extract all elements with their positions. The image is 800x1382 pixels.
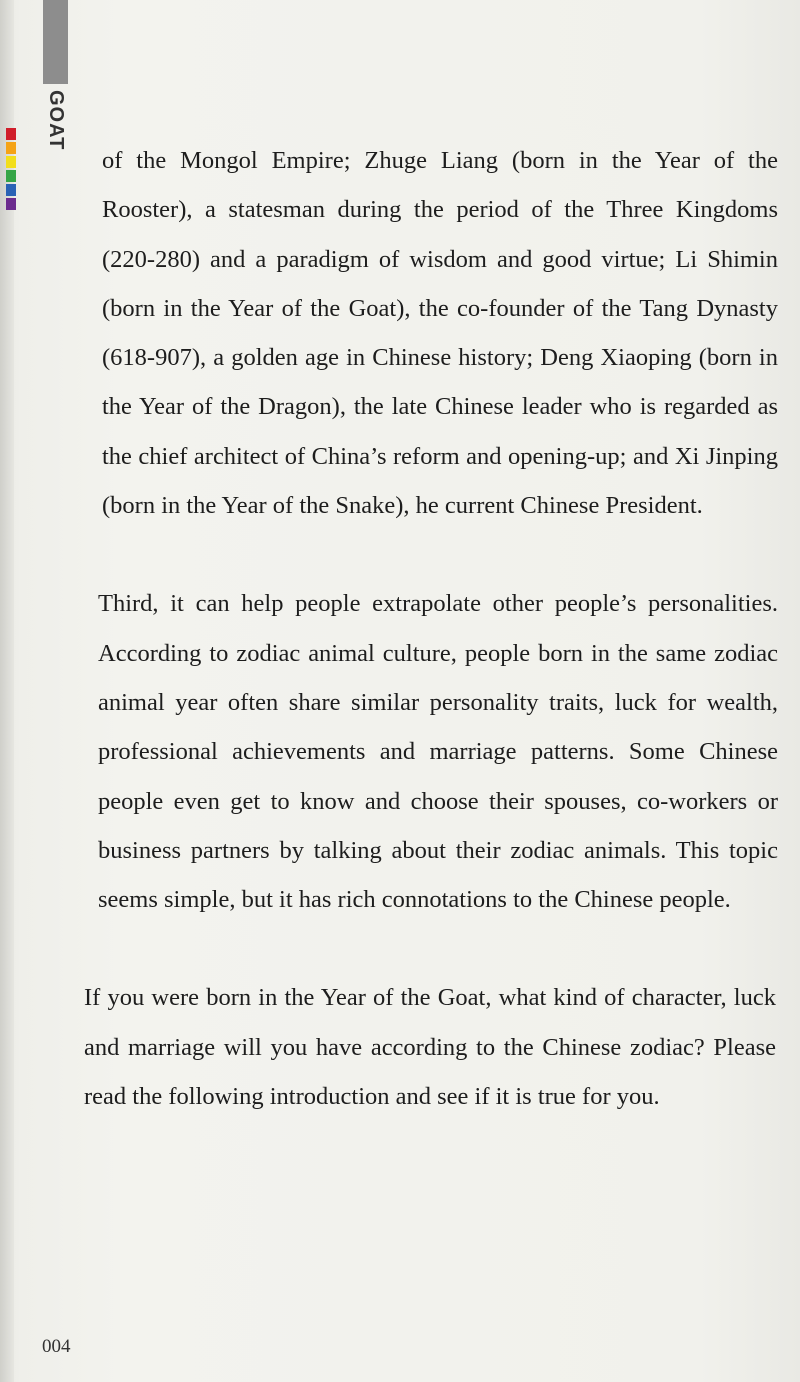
swatch-orange [6, 142, 16, 154]
paragraph-3: If you were born in the Year of the Goat, what kind of character, luck and marriage will you have according to the Chinese zodiac? Please read the following introduction and see if it is true for you. [84, 984, 776, 1111]
swatch-yellow [6, 156, 16, 168]
swatch-green [6, 170, 16, 182]
body-text [84, 136, 778, 1121]
page-number: 004 [42, 1336, 71, 1357]
section-label: GOAT [45, 90, 67, 151]
paragraph-1: of the Mongol Empire; Zhuge Liang (born in the Year of the Rooster), a statesman during the period of the Three Kingdoms (220-280) and a paradigm of wisdom and good virtue; Li Shimin (born in the Year of the Goat), the co-founder of the Tang Dynasty (618-907), a golden age in Chinese history; Deng Xiaoping (born in the Year of the Dragon), the late Chinese leader who is regarded as the chief architect of China’s reform and opening-up; and Xi Jinping (born in the Year of the Snake), he current Chinese President. [102, 147, 778, 520]
swatch-blue [6, 184, 16, 196]
swatch-purple [6, 198, 16, 210]
section-tab [43, 0, 68, 84]
color-swatch-strip [6, 128, 16, 212]
swatch-red [6, 128, 16, 140]
paragraph-2: Third, it can help people extrapolate other people’s personalities. According to zodiac animal culture, people born in the same zodiac animal year often share similar personality traits, luck for wealth, professional achievements and marriage patterns. Some Chinese people even get to know and choose their spouses, co-workers or business partners by talking about their zodiac animals. This topic seems simple, but it has rich connotations to the Chinese people. [98, 590, 778, 914]
